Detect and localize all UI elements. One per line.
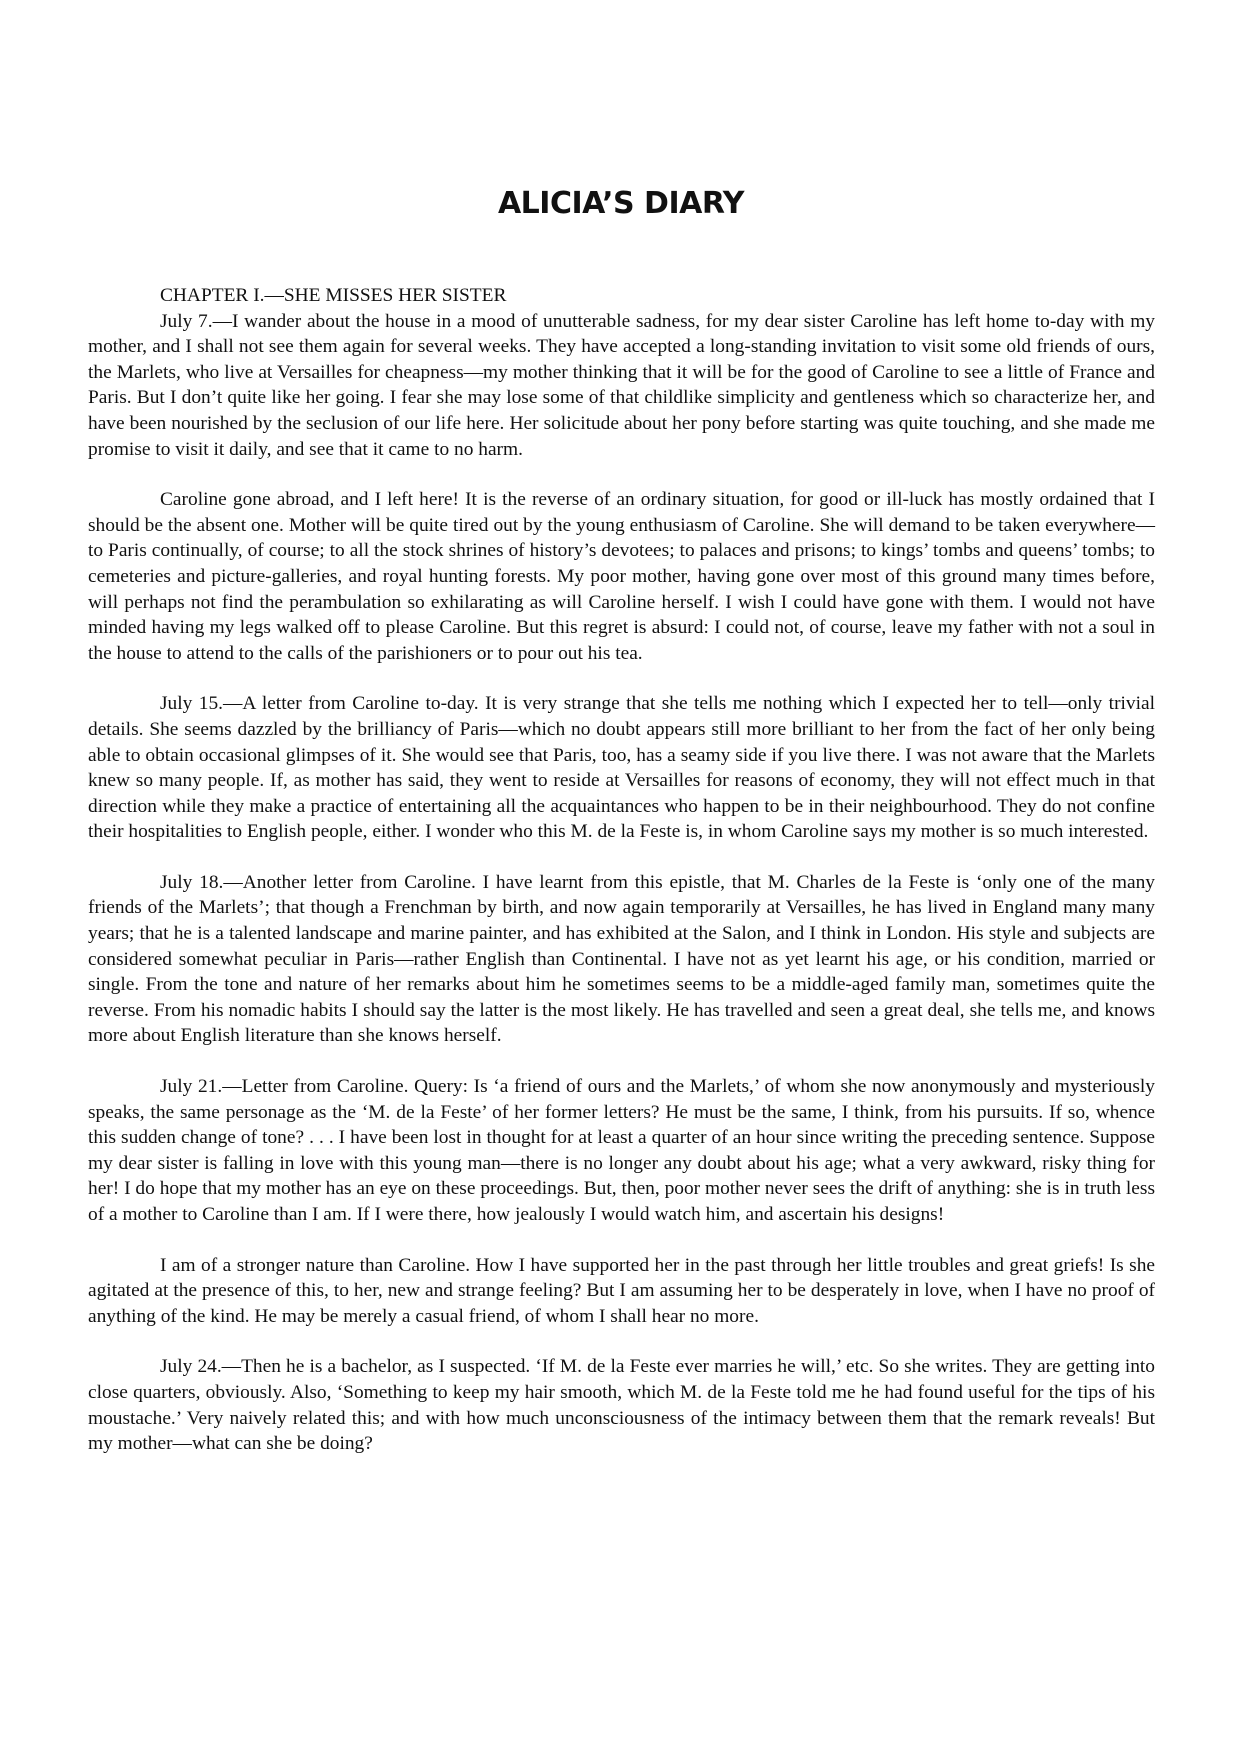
diary-paragraph-stronger-nature: I am of a stronger nature than Caroline. How I have supported her in the past through her little troubles and great griefs! Is she agitated at the presence of this, to her, new and strange feeling? But I am assuming her to be desperately in love, when I have no proof of anything of the kind. He may be merely a casual friend, of whom I shall hear no more. <box>88 1254 1155 1327</box>
document-body <box>88 283 1155 1482</box>
diary-entry-july-21: July 21.—Letter from Caroline. Query: Is ‘a friend of ours and the Marlets,’ of whom she now anonymously and mysteriously speaks, the same personage as the ‘M. de la Feste’ of her former letters? He must be the same, I think, from his pursuits. If so, whence this sudden change of tone? . . . I have been lost in thought for at least a quarter of an hour since writing the preceding sentence. Suppose my dear sister is falling in love with this young man—there is no longer any doubt about his age; what a very awkward, risky thing for her! I do hope that my mother has an eye on these proceedings. But, then, poor mother never sees the drift of anything: she is in truth less of a mother to Caroline than I am. If I were there, how jealously I would watch him, and ascertain his designs! <box>88 1076 1155 1225</box>
diary-paragraph-caroline-abroad: Caroline gone abroad, and I left here! It is the reverse of an ordinary situation, for good or ill-luck has mostly ordained that I should be the absent one. Mother will be quite tired out by the young enthusiasm of Caroline. She will demand to be taken everywhere—to Paris continually, of course; to all the stock shrines of history’s devotees; to palaces and prisons; to kings’ tombs and queens’ tombs; to cemeteries and picture-galleries, and royal hunting forests. My poor mother, having gone over most of this ground many times before, will perhaps not find the perambulation so exhilarating as will Caroline herself. I wish I could have gone with them. I would not have minded having my legs walked off to please Caroline. But this regret is absurd: I could not, of course, leave my father with not a soul in the house to attend to the calls of the parishioners or to pour out his tea. <box>88 489 1155 664</box>
diary-entry-july-15: July 15.—A letter from Caroline to-day. It is very strange that she tells me nothing which I expected her to tell—only trivial details. She seems dazzled by the brilliancy of Paris—which no doubt appears still more brilliant to her from the fact of her only being able to obtain occasional glimpses of it. She would see that Paris, too, has a seamy side if you live there. I was not aware that the Marlets knew so many people. If, as mother has said, they went to reside at Versailles for reasons of economy, they will not effect much in that direction while they make a practice of entertaining all the acquaintances who happen to be in their neighbourhood. They do not confine their hospitalities to English people, either. I wonder who this M. de la Feste is, in whom Caroline says my mother is so much interested. <box>88 693 1155 843</box>
chapter-heading: CHAPTER I.—SHE MISSES HER SISTER <box>160 285 507 306</box>
document-title: ALICIA’S DIARY <box>497 186 745 221</box>
diary-entry-july-7: July 7.—I wander about the house in a mood of unutterable sadness, for my dear sister Caroline has left home to-day with my mother, and I shall not see them again for several weeks. They have accepted a long-standing invitation to visit some old friends of ours, the Marlets, who live at Versailles for cheapness—my mother thinking that it will be for the good of Caroline to see a little of France and Paris. But I don’t quite like her going. I fear she may lose some of that childlike simplicity and gentleness which so characterize her, and have been nourished by the seclusion of our life here. Her solicitude about her pony before starting was quite touching, and she made me promise to visit it daily, and see that it came to no harm. <box>88 310 1155 460</box>
diary-entry-july-24: July 24.—Then he is a bachelor, as I suspected. ‘If M. de la Feste ever marries he will,’ etc. So she writes. They are getting into close quarters, obviously. Also, ‘Something to keep my hair smooth, which M. de la Feste told me he had found useful for the tips of his moustache.’ Very naively related this; and with how much unconsciousness of the intimacy between them that the remark reveals! But my mother—what can she be doing? <box>88 1356 1155 1455</box>
diary-entry-july-18: July 18.—Another letter from Caroline. I have learnt from this epistle, that M. Charles de la Feste is ‘only one of the many friends of the Marlets’; that though a Frenchman by birth, and now again temporarily at Versailles, he has lived in England many many years; that he is a talented landscape and marine painter, and has exhibited at the Salon, and I think in London. His style and subjects are considered somewhat peculiar in Paris—rather English than Continental. I have not as yet learnt his age, or his condition, married or single. From the tone and nature of her remarks about him he sometimes seems to be a middle-aged family man, sometimes quite the reverse. From his nomadic habits I should say the latter is the most likely. He has travelled and seen a great deal, she tells me, and knows more about English literature than she knows herself. <box>88 871 1155 1047</box>
